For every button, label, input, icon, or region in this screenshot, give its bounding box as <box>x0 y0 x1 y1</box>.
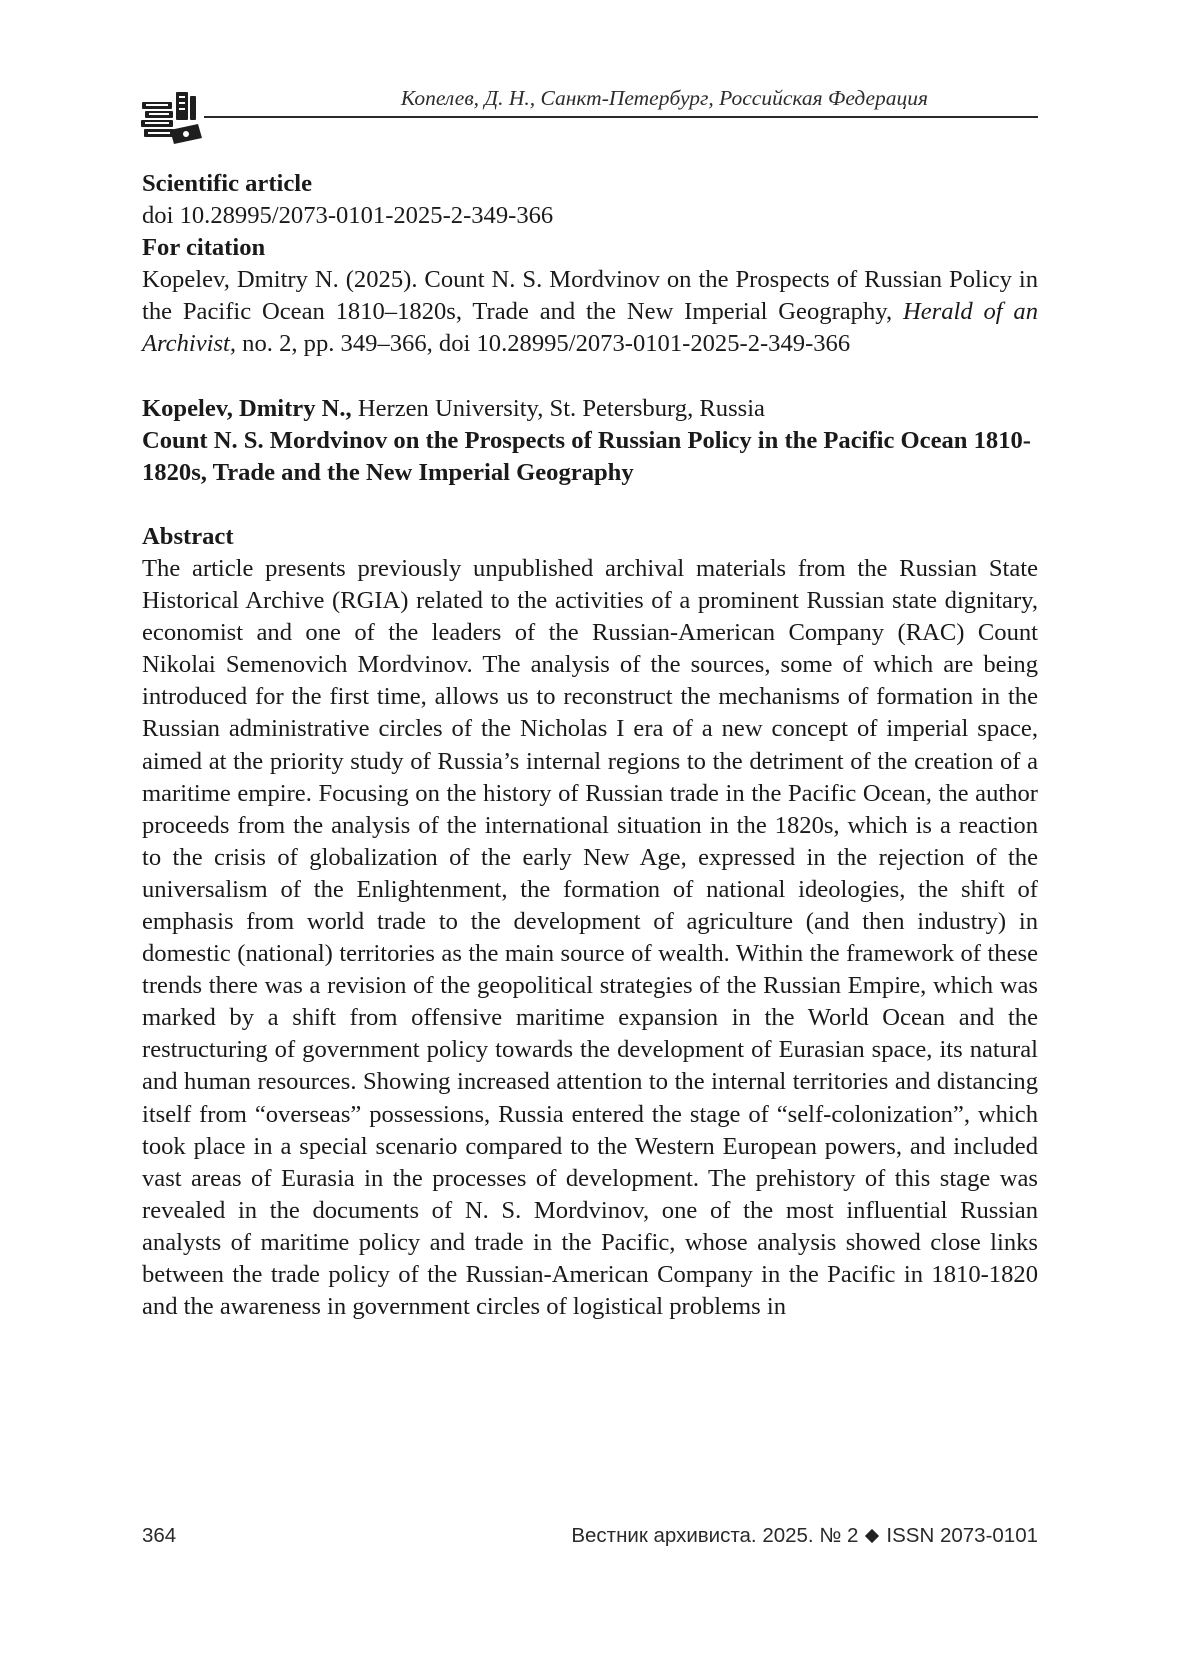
citation-heading: For citation <box>142 234 266 262</box>
running-header <box>140 80 1038 150</box>
doi: doi 10.28995/2073-0101-2025-2-349-366 <box>142 202 554 230</box>
author-line <box>142 393 1038 425</box>
article-type: Scientific article <box>142 170 313 197</box>
citation-part2: no. 2, pp. 349–366, doi 10.28995/2073-0101-2025-2-349-366 <box>236 330 851 358</box>
author-name: Kopelev, Dmitry N., <box>142 394 352 422</box>
citation-text <box>142 264 1038 360</box>
archive-books-icon <box>140 86 204 146</box>
article-front-matter <box>142 168 1038 1323</box>
abstract-text: The article presents previously unpublished archival materials from the Russian State Historical Archive (RGIA) related to the activities of a prominent Russian state dignitary, economist and one of the leaders of the Russian-American Company (RAC) Count Nikolai Semenovich Mordvinov. The analysis of the sources, some of which are being introduced for the first time, allows us to reconstruct the mechanisms of formation in the Russian administrative circles of the Nicholas I era of a new concept of imperial space, aimed at the priority study of Russia’s internal regions to the detriment of the creation of a maritime empire. Focusing on the history of Russian trade in the Pacific Ocean, the author proceeds from the analysis of the international situation in the 1820s, which is a reaction to the crisis of globalization of the early New Age, expressed in the rejection of the universalism of the Enlightenment, the formation of national ideologies, the shift of emphasis from world trade to the development of agriculture (and then industry) in domestic (national) territories as the main source of wealth. Within the framework of these trends there was a revision of the geopolitical strategies of the Russian Empire, which was marked by a shift from offensive maritime expansion in the World Ocean and the restructuring of government policy towards the development of Eurasian space, its natural and human resources. Showing increased attention to the internal territories and distancing itself from “overseas” possessions, Russia entered the stage of “self-colonization”, which took place in a special scenario compared to the Western European powers, and included vast areas of Eurasia in the processes of development. The prehistory of this stage was revealed in the documents of N. S. Mordvinov, one of the most influential Russian analysts of maritime policy and trade in the Pacific, whose analysis showed close links between the trade policy of the Russian-American Company in the Pacific in 1810-1820 and the awareness in government circles of logistical problems in <box>142 554 1038 1321</box>
author-affiliation: Herzen University, St. Petersburg, Russia <box>351 394 765 422</box>
citation-part1: Kopelev, Dmitry N. (2025). Count N. S. Mordvinov on the Prospects of Russian Policy in the Pacific Ocean 1810–1820s, Trade and the New Imperial Geography, <box>142 266 1038 326</box>
article-title: Count N. S. Mordvinov on the Prospects of Russian Policy in the Pacific Ocean 1810-1820s, Trade and the New Imperial Geography <box>142 426 1032 486</box>
header-rule <box>204 116 1038 118</box>
page-number: 364 <box>142 1524 177 1547</box>
issn: ISSN 2073-0101 <box>886 1524 1038 1547</box>
citation-journal: Herald of an Archivist, <box>142 298 1039 358</box>
running-title: Копелев, Д. Н., Санкт-Петербург, Российская Федерация <box>400 86 928 110</box>
journal-page <box>142 80 1038 1600</box>
abstract-heading: Abstract <box>142 522 234 550</box>
journal-name: Вестник архивиста. 2025. № 2 <box>571 1524 859 1547</box>
diamond-separator-icon <box>865 1529 879 1543</box>
journal-info <box>571 1524 1038 1548</box>
